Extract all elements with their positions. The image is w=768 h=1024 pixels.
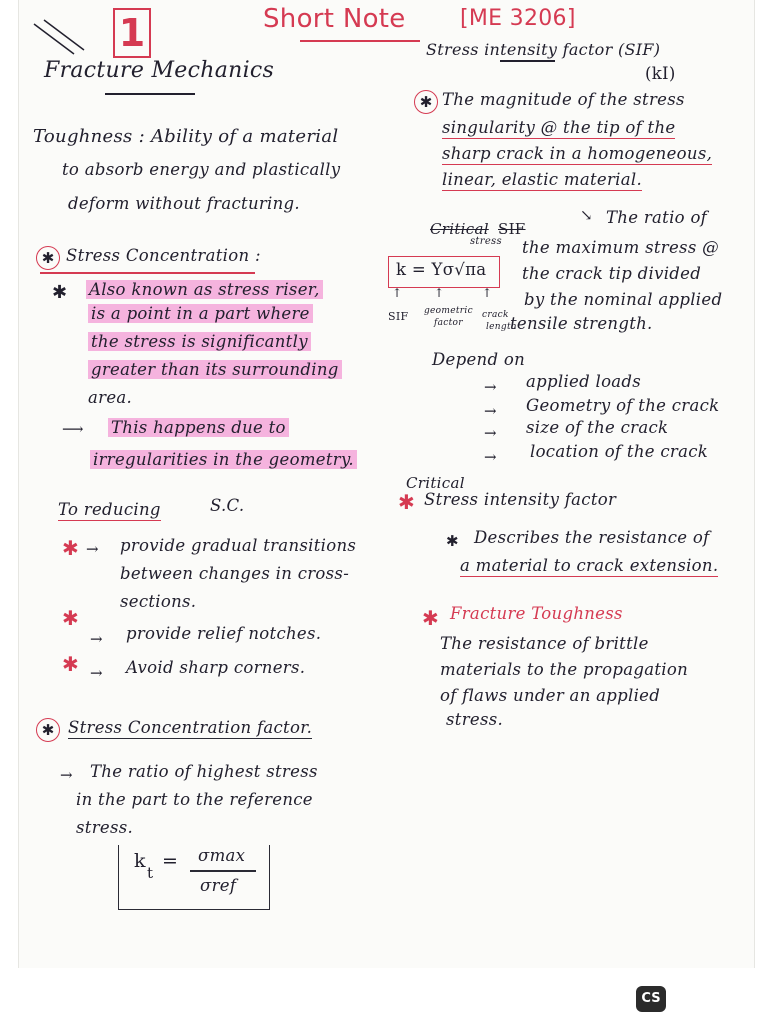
kt-denominator: σref: [200, 876, 237, 895]
toughness-line-1: Toughness : Ability of a material: [33, 126, 339, 147]
csif-def-line-2: a material to crack extension.: [460, 556, 719, 575]
scf-def-line-1: The ratio of highest stress: [90, 762, 318, 781]
arrow-right-icon: ⟶: [62, 420, 84, 438]
formula-crack-label-1: crack: [482, 310, 509, 320]
sif-def-line-4: linear, elastic material.: [442, 170, 642, 189]
sif-formula: k = Yσ√πa: [396, 260, 487, 279]
hash-doodle: [30, 18, 90, 58]
arrow-right-icon: →: [484, 448, 497, 466]
formula-sif-label: SIF: [388, 310, 409, 323]
star-bullet-icon: ✱: [446, 532, 459, 550]
arrow-up-icon: ↑: [434, 286, 445, 300]
scf-heading: Stress Concentration factor.: [68, 718, 313, 737]
sif-struck: SIF: [498, 220, 526, 238]
arrow-right-icon: →: [484, 402, 497, 420]
red-star-icon: ✱: [398, 490, 415, 514]
reduce-item-2: provide relief notches.: [126, 624, 322, 643]
title-underline: [300, 40, 420, 42]
sif-def-line-2: singularity @ the tip of the: [442, 118, 676, 137]
red-star-icon: ✱: [422, 606, 439, 630]
star-bullet-icon: ✱: [52, 282, 68, 303]
csif-def-line-1: Describes the resistance of: [474, 528, 710, 547]
formula-geo-label-1: geometric: [424, 306, 473, 316]
kt-numerator: σmax: [198, 846, 246, 865]
depend-item-4: location of the crack: [530, 442, 709, 461]
ratio-line-1: The ratio of: [606, 208, 708, 227]
scf-def-line-2: in the part to the reference: [76, 790, 313, 809]
sc-line-2: is a point in a part where: [88, 304, 313, 323]
depend-heading: Depend on: [432, 350, 526, 369]
sc-line-5: area.: [88, 388, 133, 407]
toughness-line-3: deform without fracturing.: [68, 194, 300, 213]
arrow-down-right-icon: ↘: [580, 206, 593, 224]
formula-crack-label-2: length: [486, 322, 517, 332]
ft-heading: Fracture Toughness: [450, 604, 623, 623]
sif-symbol: (kI): [645, 64, 676, 83]
star-circle-icon: ✱: [414, 90, 438, 114]
kt-subscript: t: [147, 864, 154, 882]
sif-heading: Stress intensity factor (SIF): [426, 40, 661, 59]
stress-concentration-heading: Stress Concentration :: [66, 246, 261, 265]
page-number: 1: [113, 8, 151, 58]
red-star-icon: ✱: [62, 652, 79, 676]
reduce-item-1-line-3: sections.: [120, 592, 197, 611]
sif-def-line-1: The magnitude of the stress: [442, 90, 685, 109]
depend-item-1: applied loads: [526, 372, 642, 391]
sc-heading-underline: [40, 272, 255, 274]
camscanner-logo: CS: [636, 986, 666, 1012]
arrow-right-icon: →: [90, 630, 103, 648]
sif-underline: [500, 60, 555, 62]
sc-happens-line-1: This happens due to: [108, 418, 289, 437]
ft-def-line-4: stress.: [446, 710, 504, 729]
reduce-item-3: Avoid sharp corners.: [126, 658, 306, 677]
kt-lhs: k: [134, 850, 146, 872]
ratio-line-3: the crack tip divided: [522, 264, 702, 283]
arrow-up-icon: ↑: [392, 286, 403, 300]
sc-happens-line-2: irregularities in the geometry.: [90, 450, 357, 469]
critical-word: Critical: [406, 474, 465, 492]
critical-struck: Critical: [430, 220, 489, 238]
ft-def-line-2: materials to the propagation: [440, 660, 688, 679]
short-note-title: Short Note: [263, 4, 406, 34]
sif-def-line-3: sharp crack in a homogeneous,: [442, 144, 713, 163]
sc-line-4: greater than its surrounding: [88, 360, 342, 379]
topic-title: Fracture Mechanics: [44, 58, 275, 83]
arrow-right-icon: →: [86, 540, 99, 558]
ratio-line-4: by the nominal applied: [524, 290, 723, 309]
ft-def-line-3: of flaws under an applied: [440, 686, 661, 705]
course-code: [ME 3206]: [460, 6, 576, 31]
reduce-heading: To reducing: [58, 500, 161, 519]
kt-equals: =: [162, 850, 179, 872]
toughness-line-2: to absorb energy and plastically: [62, 160, 341, 179]
sc-line-1: Also known as stress riser,: [86, 280, 323, 299]
scf-def-line-3: stress.: [76, 818, 134, 837]
star-circle-icon: ✱: [36, 246, 60, 270]
depend-item-3: size of the crack: [526, 418, 669, 437]
arrow-right-icon: →: [484, 378, 497, 396]
ratio-line-2: the maximum stress @: [522, 238, 719, 257]
kt-fraction-bar: [190, 870, 256, 872]
ratio-line-5: tensile strength.: [510, 314, 653, 333]
arrow-up-icon: ↑: [482, 286, 493, 300]
depend-item-2: Geometry of the crack: [526, 396, 720, 415]
formula-geo-label-2: factor: [434, 318, 463, 328]
red-star-icon: ✱: [62, 606, 79, 630]
arrow-right-icon: →: [90, 664, 103, 682]
reduce-item-1-line-1: provide gradual transitions: [120, 536, 357, 555]
red-star-icon: ✱: [62, 536, 79, 560]
ft-def-line-1: The resistance of brittle: [440, 634, 649, 653]
reduce-item-1-line-2: between changes in cross-: [120, 564, 350, 583]
sc-line-3: the stress is significantly: [88, 332, 311, 351]
topic-underline: [105, 93, 195, 95]
csif-heading: Stress intensity factor: [424, 490, 617, 509]
formula-stress-label: stress: [470, 236, 502, 247]
reduce-abbrev: S.C.: [210, 496, 245, 515]
arrow-right-icon: →: [60, 766, 73, 784]
star-circle-icon: ✱: [36, 718, 60, 742]
arrow-right-icon: →: [484, 424, 497, 442]
